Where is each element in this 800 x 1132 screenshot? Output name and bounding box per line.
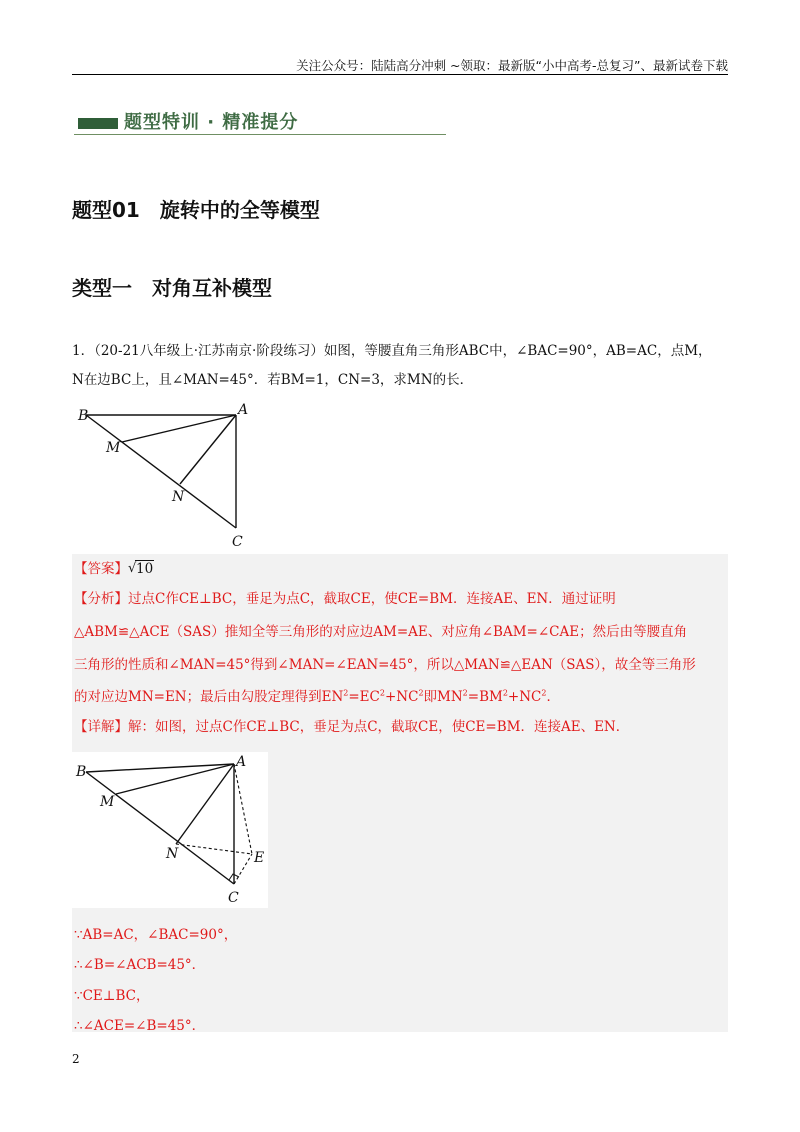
- sqrt-answer: √ 10: [128, 561, 154, 577]
- banner-bar: [78, 118, 118, 129]
- fig2-label-M: M: [100, 794, 115, 810]
- analysis-line-2: △ABM≌△ACE（SAS）推知全等三角形的对应边AM=AE、对应角∠BAM=∠CAE；然后由等腰直角: [74, 624, 688, 640]
- analysis-line-4: 的对应边MN=EN；最后由勾股定理得到$EN^2=EC^2+NC^2$即$MN^2=BM^2+NC^2$．: [74, 688, 560, 705]
- figure-1: [72, 398, 272, 554]
- fig2-label-E: E: [254, 850, 265, 866]
- label-B: B: [78, 408, 89, 424]
- proof-step-1: ∵AB=AC，∠BAC=90°，: [74, 927, 238, 943]
- answer-line: [74, 558, 154, 580]
- page-number: 2: [72, 1052, 80, 1066]
- label-M: M: [106, 440, 121, 456]
- subtype-title: 类型一 对角互补模型: [72, 276, 272, 300]
- answer-value: 10: [136, 561, 154, 577]
- page-header: [72, 52, 728, 75]
- label-C: C: [232, 534, 243, 550]
- figure-2: [72, 752, 268, 908]
- analysis-line-3: 三角形的性质和∠MAN=45°得到∠MAN=∠EAN=45°，所以△MAN≌△EAN（SAS），故全等三角形: [74, 657, 696, 673]
- proof-step-4: ∴∠ACE=∠B=45°．: [74, 1018, 206, 1034]
- fig2-label-B: B: [76, 764, 87, 780]
- label-A: A: [238, 402, 249, 418]
- proof-step-2: ∴∠B=∠ACB=45°．: [74, 957, 206, 973]
- proof-step-3: ∵CE⊥BC，: [74, 988, 150, 1004]
- fig2-label-C: C: [228, 890, 239, 906]
- fig2-label-A: A: [236, 754, 247, 770]
- detail-line-1: 【详解】解：如图，过点C作CE⊥BC，垂足为点C，截取CE，使CE=BM．连接AE、EN．: [74, 719, 630, 735]
- section-banner: [74, 104, 446, 135]
- type-title: 题型01 旋转中的全等模型: [72, 198, 320, 222]
- answer-label: 【答案】: [74, 561, 128, 577]
- banner-title: 题型特训 · 精准提分: [124, 112, 299, 133]
- fig2-label-N: N: [166, 846, 179, 862]
- question-line-2: N在边BC上，且∠MAN=45°．若BM=1，CN=3，求MN的长．: [72, 372, 474, 388]
- label-N: N: [172, 489, 185, 505]
- question-line-1: 1．（20-21八年级上·江苏南京·阶段练习）如图，等腰直角三角形ABC中，∠BAC=90°，AB=AC，点M，: [72, 343, 712, 359]
- header-text: 关注公众号：陆陆高分冲刺 ~领取：最新版“小中高考-总复习”、最新试卷下载: [296, 58, 728, 73]
- analysis-line-1: 【分析】过点C作CE⊥BC，垂足为点C，截取CE，使CE=BM．连接AE、EN．通过证明: [74, 591, 616, 607]
